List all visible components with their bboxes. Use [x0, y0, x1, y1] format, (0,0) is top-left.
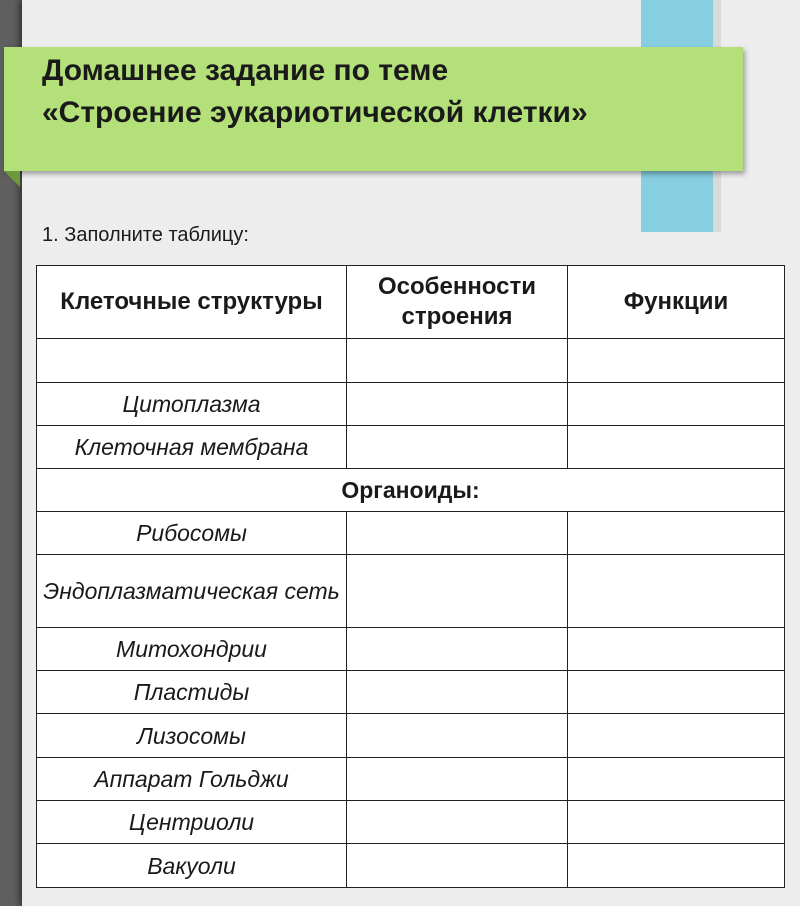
structure-cell: Цитоплазма [37, 383, 347, 426]
features-cell[interactable] [347, 628, 568, 671]
structure-cell: Аппарат Гольджи [37, 758, 347, 801]
cell-structure-table [36, 265, 785, 888]
task-instruction: 1. Заполните таблицу: [42, 224, 249, 246]
features-cell[interactable] [347, 671, 568, 714]
structure-cell: Клеточная мембрана [37, 426, 347, 469]
functions-cell[interactable] [568, 671, 785, 714]
table-row [37, 758, 785, 801]
features-cell[interactable] [347, 555, 568, 628]
table-row [37, 555, 785, 628]
table-row [37, 512, 785, 555]
functions-cell[interactable] [568, 758, 785, 801]
table-row [37, 339, 785, 383]
banner-fold [4, 171, 20, 187]
functions-cell[interactable] [568, 628, 785, 671]
header-structures: Клеточные структуры [37, 266, 347, 339]
functions-cell[interactable] [568, 512, 785, 555]
structure-cell: Пластиды [37, 671, 347, 714]
page-title: Домашнее задание по теме «Строение эукариотической клетки» [42, 54, 588, 129]
features-cell[interactable] [347, 714, 568, 758]
table-row [37, 426, 785, 469]
features-cell[interactable] [347, 512, 568, 555]
structure-cell [37, 339, 347, 383]
features-cell[interactable] [347, 801, 568, 844]
table-row [37, 714, 785, 758]
features-cell[interactable] [347, 844, 568, 888]
functions-cell[interactable] [568, 426, 785, 469]
features-cell[interactable] [347, 758, 568, 801]
structure-cell: Лизосомы [37, 714, 347, 758]
table-row [37, 628, 785, 671]
header-features: Особенности строения [347, 266, 568, 339]
structure-cell: Центриоли [37, 801, 347, 844]
structure-cell: Вакуоли [37, 844, 347, 888]
features-cell[interactable] [347, 383, 568, 426]
table-row [37, 801, 785, 844]
table-row [37, 671, 785, 714]
structure-cell: Митохондрии [37, 628, 347, 671]
features-cell[interactable] [347, 426, 568, 469]
header-functions: Функции [568, 266, 785, 339]
functions-cell[interactable] [568, 339, 785, 383]
structure-cell: Эндоплазматическая сеть [37, 555, 347, 628]
structure-cell: Рибосомы [37, 512, 347, 555]
functions-cell[interactable] [568, 383, 785, 426]
features-cell[interactable] [347, 339, 568, 383]
functions-cell[interactable] [568, 844, 785, 888]
functions-cell[interactable] [568, 555, 785, 628]
section-row [37, 469, 785, 512]
table-header-row [37, 266, 785, 339]
table-row [37, 844, 785, 888]
functions-cell[interactable] [568, 714, 785, 758]
functions-cell[interactable] [568, 801, 785, 844]
section-label: Органоиды: [37, 469, 785, 512]
table-row [37, 383, 785, 426]
